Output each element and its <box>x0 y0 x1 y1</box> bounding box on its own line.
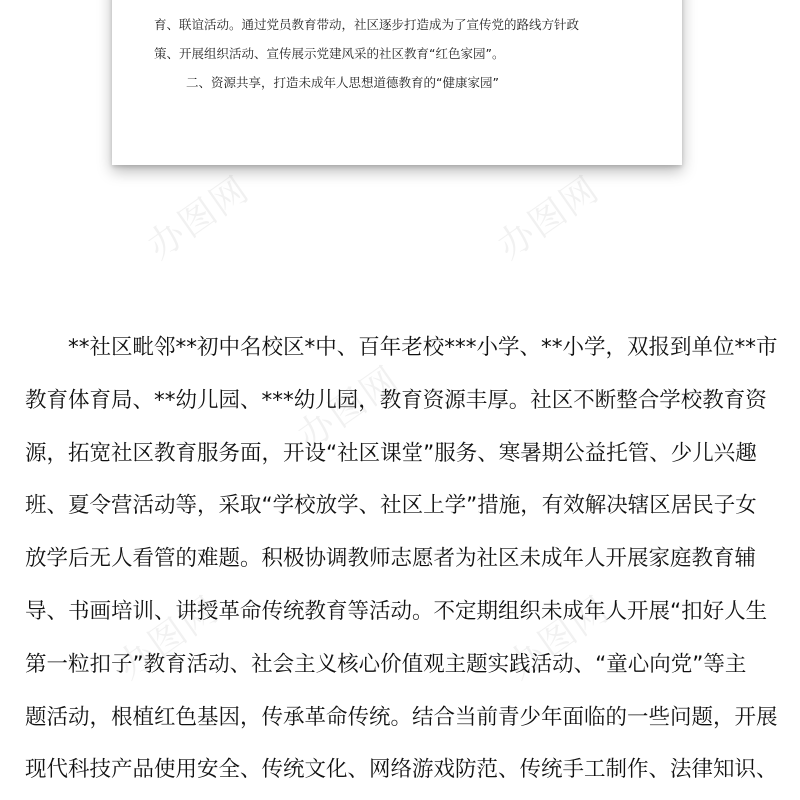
body-line: 导、书画培训、讲授革命传统教育等活动。不定期组织未成年人开展“扣好人生 <box>25 598 768 624</box>
body-line: 源，拓宽社区教育服务面，开设“社区课堂”服务、寒暑期公益托管、少儿兴趣 <box>25 440 757 466</box>
watermark: 办图网 <box>290 358 408 458</box>
watermark: 办图网 <box>490 168 608 268</box>
watermark: 办图网 <box>110 588 228 688</box>
body-line: 现代科技产品使用安全、传统文化、网络游戏防范、传统手工制作、法律知识、 <box>25 757 778 783</box>
document-preview-card <box>112 0 682 165</box>
body-line: 放学后无人看管的难题。积极协调教师志愿者为社区未成年人开展家庭教育辅 <box>25 546 757 572</box>
body-paragraph <box>25 322 785 797</box>
watermark: 办图网 <box>500 588 618 688</box>
doc-card-line-2: 策、开展组织活动、宣传展示党建风采的社区教育“红色家园”。 <box>154 46 505 61</box>
body-line: 教育体育局、**幼儿园、***幼儿园，教育资源丰厚。社区不断整合学校教育资 <box>25 387 767 413</box>
watermark: 办图网 <box>140 168 258 268</box>
doc-card-line-1: 育、联谊活动。通过党员教育带动，社区逐步打造成为了宣传党的路线方针政 <box>154 17 580 32</box>
body-line: 题活动，根植红色基因，传承革命传统。结合当前青少年面临的一些问题，开展 <box>25 704 778 730</box>
body-line: 班、夏令营活动等，采取“学校放学、社区上学”措施，有效解决辖区居民子女 <box>25 493 757 519</box>
body-line: **社区毗邻**初中名校区*中、百年老校***小学、**小学，双报到单位**市 <box>68 335 778 360</box>
doc-card-line-3: 二、资源共享，打造未成年人思想道德教育的“健康家园” <box>186 75 499 90</box>
body-line: 第一粒扣子”教育活动、社会主义核心价值观主题实践活动、“童心向党”等主 <box>25 651 747 677</box>
